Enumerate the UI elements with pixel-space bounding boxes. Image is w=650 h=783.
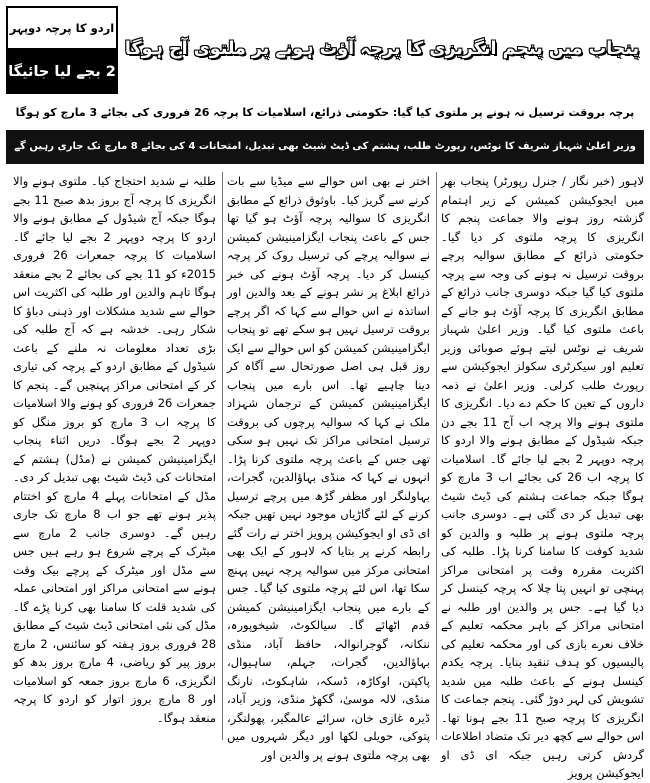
masthead: [4, 4, 646, 96]
main-headline: پنجاب میں پنجم انگریزی کا پرچہ آؤٹ ہونے پر ملتوی آج ہوگا: [124, 39, 640, 60]
column-divider: [222, 172, 223, 740]
subheadline-primary: پرچہ بروقت ترسیل نہ ہونے پر ملتوی کیا گیا: حکومتی ذرائع، اسلامیات کا پرچہ 26 فروری کی بجائے 3 مارچ کو ہوگا: [15, 106, 635, 119]
column-divider: [436, 172, 437, 740]
article-column-3: طلبہ نے شدید احتجاج کیا۔ ملتوی ہونے والا انگریزی کا پرچہ آج بروز بدھ صبح 11 بجے ہوگا جبکہ آج شیڈول کے مطابق ہونے والا اردو کا پرچہ دوپہر 2 بجے لیا جائے گا۔ اسلامیات کا پرچہ جمعرات 26 فروری 2015ء کو 11 بجے کی بجائے 2 بجے منعقد ہوگا تاہم والدین اور طلبہ کی اکثریت اس حوالے سے شدید مشکلات اور ذہنی دباؤ کا شکار رہی۔ خدشہ ہے کہ آج طلبہ کی بڑی تعداد معلومات نہ ملنے کے باعث شیڈول کے مطابق اردو کے پرچہ کی تیاری کر کے امتحانی مراکز پہنچیں گے۔ پنجم کا جمعرات 26 فروری کو ہونے والا اسلامیات کا پرچہ اب 3 مارچ کو بروز منگل کو دوپہر 2 بجے ہوگا۔ دریں اثناء پنجاب ایگزامینیشن کمیشن نے (مڈل) ہشتم کے امتحانات کی ڈیٹ شیٹ بھی تبدیل کر دی۔ مڈل کے امتحانات پہلے 4 مارچ کو اختتام پذیر ہونے تھے جو اب 8 مارچ تک جاری رہیں گے۔ دوسری جانب 2 مارچ سے میٹرک کے پرچے شروع ہو رہے ہیں جس سے مڈل اور میٹرک کے پرچے بیک وقت ہونے سے امتحانی مراکز اور امتحانی عملہ کی شدید قلت کا سامنا بھی کرنا پڑے گا۔ مڈل کی نئی امتحانی ڈیٹ شیٹ کے مطابق 28 فروری بروز ہفتہ کو سائنس، 2 مارچ بروز پیر کو ریاضی، 4 مارچ بروز بدھ کو انگریزی، 6 مارچ بروز جمعہ کو اسلامیات اور 8 مارچ بروز اتوار کو اردو کا پرچہ منعقد ہوگا۔: [13, 174, 217, 725]
article-body: [6, 172, 644, 780]
side-headline-line-1: اردو کا پرچہ دوپہر: [6, 6, 118, 50]
side-headline-box: [6, 6, 118, 94]
article-column-2: اختر نے بھی اس حوالے سے میڈیا سے بات کرنے سے گریز کیا۔ باوثوق ذرائع کے مطابق انگریزی کا سوالیہ پرچہ آؤٹ ہو گیا تھا جس کے باعث پنجاب ایگزامینیشن کمیشن نے سوالیہ پرچے کی ترسیل روک کر پرچہ کینسل کر دیا۔ پرچہ آؤٹ ہونے کی خبر ذرائع ابلاغ پر نشر ہونے کے بعد والدین اور اساتذہ نے اس حوالے سے کہا کہ اگر پرچے بروقت ترسیل نہیں ہو سکے تھے تو پنجاب ایگزامینیشن کمیشن کو اس حوالے سے ایک روز قبل ہی اصل صورتحال سے آگاہ کر دینا چاہیے تھا۔ اس بارے میں پنجاب ایگزامینیشن کمیشن کے ترجمان شہزاد ملک نے کہا کہ سوالیہ پرچوں کی بروقت ترسیل امتحانی مراکز تک نہیں ہو سکی تھی جس کے باعث پرچہ ملتوی کرنا پڑا۔ انہوں نے کہا کہ منڈی بہاؤالدین، گجرات، بہاولنگر اور مظفر گڑھ میں پرچے ترسیل کرنے کے لئے گاڑیاں موجود نہیں تھیں جبکہ ای ڈی او ایجوکیشن پرویز اختر نے رات گئے رابطہ کرنے پر بتایا کہ لاہور کے ایک بھی امتحانی مرکز میں سوالیہ پرچہ نہیں پہنچ سکا تھا، اس لئے پرچہ ملتوی کیا گیا۔ جس کے بارے میں پنجاب ایگزامینیشن کمیشن قدم اٹھائے گا۔ سیالکوٹ، شیخوپورہ، ننکانہ، گوجرانوالہ، حافظ آباد، منڈی بہاؤالدین، گجرات، جہلم، ساہیوال، پاکپتن، اوکاڑہ، ڈسکہ، شاہکوٹ، نارنگ منڈی، لالہ موسیٰ، گکھڑ منڈی، وزیر آباد، ڈیرہ غازی خان، سرائے عالمگیر، پھولنگر، پتوکی، حویلی لکھا اور دیگر شہروں میں بھی پرچہ ملتوی ہونے پر والدین اور: [227, 174, 430, 762]
article-column-1: لاہور (خبر نگار / جنرل رپورٹر) پنجاب بھر میں ایجوکیشن کمیشن کے زیر اہتمام گزشتہ روز ہونے والا جماعت پنجم کا انگریزی کا پرچہ ملتوی کر دیا گیا۔ حکومتی ذرائع کے مطابق سوالیہ پرچے بروقت ترسیل نہ ہونے کی وجہ سے پرچہ ملتوی کیا گیا جبکہ دوسری جانب ذرائع کے مطابق انگریزی کا پرچہ آؤٹ ہو جانے کے باعث ملتوی کیا گیا۔ وزیر اعلیٰ شہباز شریف نے نوٹس لیتے ہوئے صوبائی وزیر تعلیم اور سیکرٹری سکولز ایجوکیشن سے رپورٹ طلب کرلی۔ وزیر اعلیٰ نے ذمہ داروں کے تعین کا حکم دے دیا۔ انگریزی کا ملتوی ہونے والا پرچہ اب آج 11 بجے دن جبکہ شیڈول کے مطابق ہونے والا اردو کا پرچہ دوپہر 2 بجے لیا جائے گا۔ اسلامیات کا پرچہ اب 26 کی بجائے اب 3 مارچ کو ہوگا جبکہ جماعت ہشتم کی ڈیٹ شیٹ بھی تبدیل کر دی گئی ہے۔ دوسری جانب پرچہ ملتوی ہونے پر طلبہ و والدین کو شدید کوفت کا سامنا کرنا پڑا۔ طلبہ کی اکثریت مقررہ وقت پر امتحانی مراکز پہنچی تو انہیں پتا چلا کہ پرچہ کینسل کر دیا گیا ہے۔ جس پر والدین اور طلبہ نے امتحانی مراکز کے باہر محکمہ تعلیم کے خلاف نعرے بازی کی اور محکمہ تعلیم کی پالیسیوں کو ہدف تنقید بنایا۔ پرچہ یکدم کینسل ہونے کے باعث طلبہ میں شدید تشویش کی لہر دوڑ گئی۔ پنجم جماعت کا انگریزی کا پرچہ صبح 11 بجے ہونا تھا۔ اس حوالے سے کچھ دیر تک متضاد اطلاعات گردش کرتی رہیں جبکہ ای ڈی او ایجوکیشن پرویز: [441, 174, 644, 780]
side-headline-line-2: 2 بجے لیا جائیگا: [6, 50, 118, 94]
subheadline-banner: وزیر اعلیٰ شہباز شریف کا نوٹس، رپورٹ طلب، ہشتم کی ڈیٹ شیٹ بھی تبدیل، امتحانات 4 کی بجائے 8 مارچ تک جاری رہیں گے: [6, 130, 644, 164]
